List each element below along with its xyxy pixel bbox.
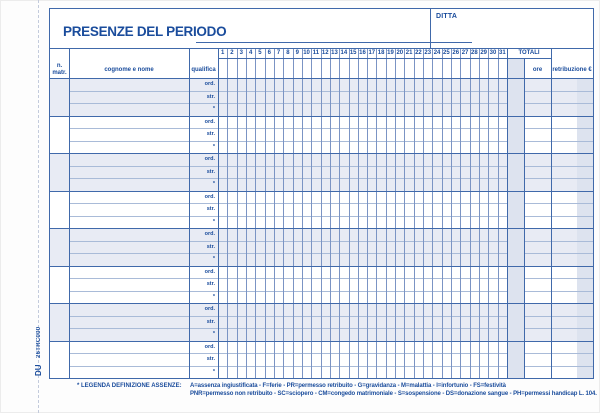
day-header-28: 28 xyxy=(471,50,478,56)
subrow-line xyxy=(524,366,593,367)
day-header-7: 7 xyxy=(276,50,281,56)
day-header-2: 2 xyxy=(230,50,234,56)
day-column-line xyxy=(414,48,415,378)
subrow-line xyxy=(524,278,593,279)
day-column-line xyxy=(404,48,405,378)
day-column-line xyxy=(237,48,238,378)
matricola-divider xyxy=(69,48,70,378)
col-header-totali: TOTALI xyxy=(518,50,540,56)
day-column-line xyxy=(395,48,396,378)
company-field-label: DITTA xyxy=(436,13,458,20)
attendance-table xyxy=(49,8,594,379)
block-boundary-line xyxy=(50,153,593,154)
day-header-23: 23 xyxy=(424,50,432,56)
row-label-str-block0: str. xyxy=(206,93,215,100)
col-header-retribuzione: retribuzione € xyxy=(552,67,592,73)
brand-mark: DU xyxy=(34,364,43,376)
subrow-line xyxy=(524,128,593,129)
col-header-cognome: cognome e nome xyxy=(104,67,154,73)
legend-line-2: PNR=permesso non retribuito - SC=sciopero - CM=congedo matrimoniale - S=sospensione - DS=donazione sangue - PH=permessi handicap L. 104. xyxy=(190,391,597,397)
day-column-line xyxy=(302,48,303,378)
day-header-21: 21 xyxy=(405,50,413,56)
subrow-line xyxy=(524,316,593,317)
day-column-line xyxy=(246,48,247,378)
day-header-10: 10 xyxy=(303,50,310,56)
ditta-box-divider xyxy=(430,9,431,48)
subrow-line xyxy=(524,203,593,204)
day-header-8: 8 xyxy=(286,50,290,56)
row-label-asterisk-block0: * xyxy=(212,106,215,112)
day-column-line xyxy=(386,48,387,378)
block-boundary-line xyxy=(50,303,593,304)
day-header-4: 4 xyxy=(248,50,253,56)
row-label-ord-block2: ord. xyxy=(204,156,215,162)
product-code-vertical: 26TRC000 xyxy=(36,326,42,358)
day-header-5: 5 xyxy=(258,50,262,56)
day-header-29: 29 xyxy=(480,50,488,56)
day-column-line xyxy=(451,48,452,378)
row-label-asterisk-block6: * xyxy=(212,331,215,337)
legend-title: * LEGENDA DEFINIZIONE ASSENZE: xyxy=(77,383,182,389)
day-header-13: 13 xyxy=(331,50,338,56)
day-column-line xyxy=(339,48,340,378)
day-header-17: 17 xyxy=(368,50,376,56)
day-number-underline xyxy=(218,58,551,59)
subrow-line xyxy=(524,166,593,167)
day-header-31: 31 xyxy=(498,50,506,56)
day-column-line xyxy=(311,48,312,378)
day-column-line xyxy=(367,48,368,378)
subrow-line xyxy=(524,241,593,242)
row-label-asterisk-block5: * xyxy=(212,293,215,300)
subrow-line xyxy=(524,141,593,142)
gg-ore-divider xyxy=(524,58,525,378)
page-title: PRESENZE DEL PERIODO xyxy=(63,24,227,39)
attendance-grid xyxy=(50,9,593,378)
qualifica-divider xyxy=(218,48,219,378)
day-column-line xyxy=(321,48,322,378)
block-boundary-line xyxy=(50,341,593,342)
row-label-ord-block5: ord. xyxy=(204,268,215,275)
row-label-ord-block0: ord. xyxy=(204,81,215,87)
subrow-line xyxy=(524,353,593,354)
block-boundary-line xyxy=(50,78,593,79)
day-column-line xyxy=(376,48,377,378)
subrow-line xyxy=(524,216,593,217)
day-header-1: 1 xyxy=(220,50,225,56)
row-label-str-block4: str. xyxy=(206,243,215,250)
day-column-line xyxy=(265,48,266,378)
day-header-3: 3 xyxy=(239,50,243,56)
day-header-20: 20 xyxy=(396,50,404,56)
gg-column-shading xyxy=(507,58,524,378)
day-header-22: 22 xyxy=(415,50,422,56)
day-column-line xyxy=(349,48,350,378)
subrow-line xyxy=(524,291,593,292)
row-label-asterisk-block3: * xyxy=(212,218,215,225)
row-label-asterisk-block7: * xyxy=(212,368,215,375)
day-header-24: 24 xyxy=(433,50,441,56)
row-label-ord-block1: ord. xyxy=(204,118,215,125)
row-label-asterisk-block1: * xyxy=(212,143,215,150)
legend-line-1: A=assenza ingiustificata - F=ferie - PR=permesso retribuito - G=gravidanza - M=malattia - I=infortunio - FS=festività xyxy=(190,383,506,389)
day-column-line xyxy=(479,48,480,378)
day-column-line xyxy=(358,48,359,378)
day-column-line xyxy=(423,48,424,378)
day-column-line xyxy=(293,48,294,378)
day-column-line xyxy=(488,48,489,378)
day-column-line xyxy=(470,48,471,378)
day-header-6: 6 xyxy=(267,50,271,56)
day-column-line xyxy=(460,48,461,378)
row-label-asterisk-block2: * xyxy=(212,181,215,187)
row-label-ord-block3: ord. xyxy=(204,193,215,200)
day-header-11: 11 xyxy=(312,50,320,56)
subrow-line xyxy=(524,253,593,254)
subrow-line xyxy=(524,91,593,92)
col-header-ore: ore xyxy=(532,67,543,73)
day-column-line xyxy=(283,48,284,378)
day-header-12: 12 xyxy=(321,50,329,56)
day-column-line xyxy=(274,48,275,378)
subrow-line xyxy=(524,328,593,329)
row-label-str-block3: str. xyxy=(206,206,215,212)
day-column-line xyxy=(498,48,499,378)
day-column-line xyxy=(255,48,256,378)
block-boundary-line xyxy=(50,116,593,117)
row-label-str-block7: str. xyxy=(206,356,215,362)
day-header-9: 9 xyxy=(295,50,299,56)
day-header-26: 26 xyxy=(452,50,460,56)
subrow-line xyxy=(524,103,593,104)
day-header-16: 16 xyxy=(359,50,366,56)
day-column-line xyxy=(227,48,228,378)
block-boundary-line xyxy=(50,191,593,192)
day-header-30: 30 xyxy=(489,50,497,56)
row-label-str-block1: str. xyxy=(206,131,215,137)
day-column-line xyxy=(432,48,433,378)
row-label-asterisk-block4: * xyxy=(212,256,215,262)
col-header-matricola-line1: n. xyxy=(56,63,63,69)
retribuzione-divider xyxy=(551,48,552,378)
row-label-ord-block4: ord. xyxy=(204,231,215,237)
col-header-matricola-line2: matr. xyxy=(52,70,67,76)
day-column-line xyxy=(330,48,331,378)
day-column-line xyxy=(442,48,443,378)
day-header-14: 14 xyxy=(340,50,348,56)
day-header-15: 15 xyxy=(349,50,357,56)
row-label-ord-block7: ord. xyxy=(204,343,215,350)
day-header-25: 25 xyxy=(443,50,450,56)
totali-left-divider xyxy=(507,48,508,378)
row-label-str-block5: str. xyxy=(206,281,215,287)
block-boundary-line xyxy=(50,228,593,229)
col-header-qualifica: qualifica xyxy=(191,67,216,73)
row-label-str-block6: str. xyxy=(206,318,215,325)
day-header-19: 19 xyxy=(387,50,394,56)
row-label-ord-block6: ord. xyxy=(204,306,215,312)
subrow-line xyxy=(524,178,593,179)
day-header-27: 27 xyxy=(461,50,469,56)
day-header-18: 18 xyxy=(377,50,385,56)
block-boundary-line xyxy=(50,266,593,267)
row-label-str-block2: str. xyxy=(206,168,215,175)
